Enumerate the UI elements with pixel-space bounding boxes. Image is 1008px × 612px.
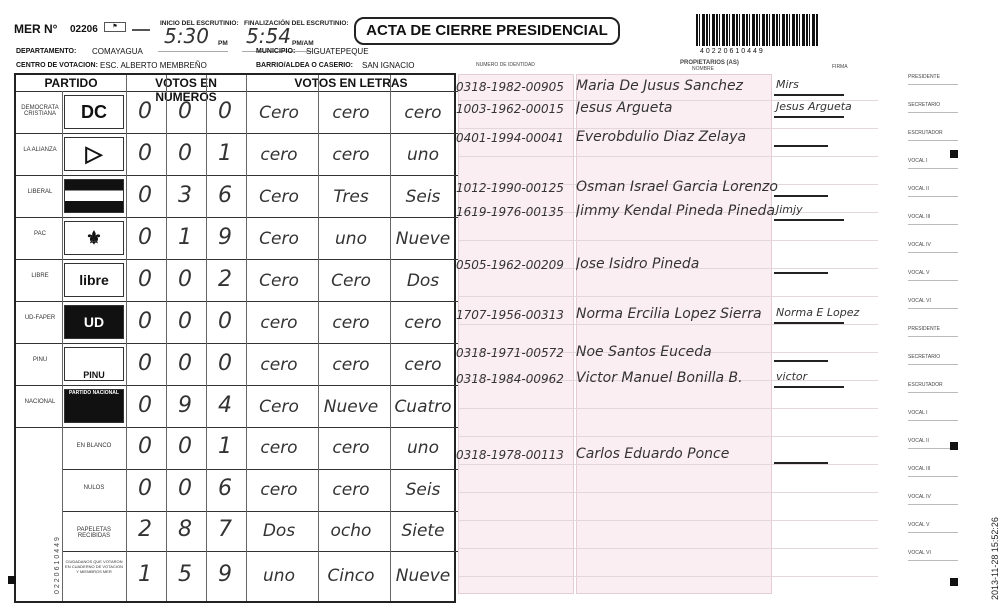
role-label: VOCAL III <box>908 214 931 220</box>
total-word[interactable]: Siete <box>401 521 445 541</box>
party-logo-icon: ▷ <box>64 137 124 171</box>
member-id[interactable]: 0318-1984-00962 <box>456 372 564 386</box>
vote-word[interactable]: Nueve <box>323 397 379 417</box>
row-divider <box>16 301 458 302</box>
member-id[interactable]: 0401-1994-00041 <box>456 131 564 145</box>
total-digit[interactable]: 0 <box>138 476 152 501</box>
row-divider <box>16 175 458 176</box>
total-word[interactable]: Cinco <box>327 566 375 586</box>
vote-digit[interactable]: 0 <box>218 99 232 124</box>
col-propietarios-header: PROPIETARIOS (AS) <box>680 60 739 66</box>
member-line <box>458 576 878 577</box>
vote-digit[interactable]: 0 <box>218 309 232 334</box>
role-label: VOCAL III <box>908 466 931 472</box>
total-label: PAPELETAS RECIBIDAS <box>76 527 112 539</box>
member-name[interactable]: Maria De Jusus Sanchez <box>576 78 743 94</box>
member-line <box>458 464 878 465</box>
party-name: PAC <box>34 231 46 237</box>
vote-digit[interactable]: 0 <box>218 351 232 376</box>
timestamp-stamp: 2013-11-28 15:52:26 <box>990 517 1000 600</box>
inicio-suffix: PM <box>218 40 228 47</box>
role-line <box>908 420 958 421</box>
mer-number: 02206 <box>70 24 98 35</box>
centro-label: CENTRO DE VOTACION: <box>16 62 98 69</box>
vote-digit[interactable]: 3 <box>178 183 192 208</box>
vote-digit[interactable]: 0 <box>138 183 152 208</box>
col-firma-header: FIRMA <box>832 64 848 70</box>
role-label: SECRETARIO <box>908 102 941 108</box>
member-name[interactable]: Noe Santos Euceda <box>576 344 712 360</box>
member-line <box>458 156 878 157</box>
party-name: UD-FAPER <box>24 315 56 321</box>
vote-word[interactable]: Cero <box>259 229 299 249</box>
member-signature[interactable] <box>774 442 828 464</box>
emblem-icon <box>132 24 150 31</box>
col-divider <box>62 91 63 427</box>
member-line <box>458 436 878 437</box>
role-line <box>908 224 958 225</box>
total-label: CIUDADANOS QUE VOTARON EN CUADERNO DE VOTACION Y MIEMBROS MER <box>65 559 123 574</box>
total-word[interactable]: Seis <box>405 480 441 500</box>
barrio-label: BARRIO/ALDEA O CASERIO: <box>256 62 353 69</box>
col-nombre-header: NOMBRE <box>692 66 714 72</box>
role-label: VOCAL I <box>908 158 928 164</box>
role-label: VOCAL I <box>908 410 928 416</box>
vote-digit[interactable]: 6 <box>218 183 232 208</box>
col-partido-header: PARTIDO <box>44 76 98 90</box>
final-label: FINALIZACIÓN DEL ESCRUTINIO: <box>244 20 349 27</box>
total-word[interactable]: cero <box>260 438 298 458</box>
vote-digit[interactable]: 0 <box>138 99 152 124</box>
role-label: VOCAL II <box>908 438 929 444</box>
vote-word[interactable]: cero <box>260 145 298 165</box>
vote-word[interactable]: Cero <box>259 397 299 417</box>
vote-digit[interactable]: 0 <box>138 141 152 166</box>
party-logo-icon: ⚜ <box>64 221 124 255</box>
role-label: VOCAL IV <box>908 494 931 500</box>
signature-text: Jesus Argueta <box>776 100 852 113</box>
role-line <box>908 112 958 113</box>
vote-word[interactable]: Cuatro <box>394 397 452 417</box>
total-digit[interactable]: 6 <box>218 476 232 501</box>
party-name: NACIONAL <box>24 399 56 405</box>
vote-word[interactable]: cero <box>332 355 370 375</box>
centro-value: ESC. ALBERTO MEMBREÑO <box>100 61 207 70</box>
col-divider <box>318 75 319 601</box>
party-name: PINU <box>32 357 48 363</box>
total-digit[interactable]: 2 <box>138 517 152 542</box>
inicio-label: INICIO DEL ESCRUTINIO: <box>160 20 239 27</box>
member-id[interactable]: 1619-1976-00135 <box>456 205 564 219</box>
member-name[interactable]: Everobdulio Diaz Zelaya <box>576 129 747 145</box>
name-column <box>576 74 772 594</box>
role-label: ESCRUTADOR <box>908 130 943 136</box>
final-time: 5:54 <box>246 24 291 48</box>
member-id[interactable]: 0318-1982-00905 <box>456 80 564 94</box>
registration-mark <box>950 442 958 450</box>
vote-digit[interactable]: 0 <box>138 393 152 418</box>
signature-text: Mirs <box>776 78 799 91</box>
member-line <box>458 492 878 493</box>
vote-word[interactable]: Nueve <box>395 229 451 249</box>
member-line <box>458 548 878 549</box>
vote-digit[interactable]: 2 <box>218 267 232 292</box>
mer-label: MER N° <box>14 22 58 36</box>
total-digit[interactable]: 1 <box>138 562 152 587</box>
signature-text: victor <box>776 370 808 383</box>
role-line <box>908 168 958 169</box>
party-name: LIBRE <box>31 273 49 279</box>
role-label: ESCRUTADOR <box>908 382 943 388</box>
role-label: SECRETARIO <box>908 354 941 360</box>
party-logo-icon: DC <box>64 95 124 129</box>
vote-word[interactable]: uno <box>335 229 367 249</box>
role-line <box>908 280 958 281</box>
party-logo-icon <box>64 179 124 213</box>
vote-word[interactable]: cero <box>332 145 370 165</box>
member-signature[interactable] <box>774 340 828 362</box>
role-line <box>908 84 958 85</box>
id-column <box>458 74 574 594</box>
votes-table <box>14 73 456 603</box>
vote-digit[interactable]: 0 <box>138 225 152 250</box>
role-label: VOCAL VI <box>908 298 931 304</box>
role-label: VOCAL VI <box>908 550 931 556</box>
vote-word[interactable]: Cero <box>259 103 299 123</box>
role-label: PRESIDENTE <box>908 74 940 80</box>
barcode-icon <box>696 14 818 46</box>
row-divider <box>62 551 458 552</box>
member-name[interactable]: Osman Israel Garcia Lorenzo <box>576 179 778 195</box>
party-name: LIBERAL <box>27 189 53 195</box>
row-divider <box>62 511 458 512</box>
vote-digit[interactable]: 0 <box>138 309 152 334</box>
col-divider <box>126 75 127 601</box>
vote-word[interactable]: Cero <box>259 187 299 207</box>
vote-digit[interactable]: 1 <box>178 225 192 250</box>
member-id[interactable]: 1707-1956-00313 <box>456 308 564 322</box>
row-divider <box>16 133 458 134</box>
row-divider <box>16 385 458 386</box>
total-word[interactable]: uno <box>407 438 439 458</box>
vote-digit[interactable]: 0 <box>138 351 152 376</box>
member-id[interactable]: 1012-1990-00125 <box>456 181 564 195</box>
vote-digit[interactable]: 9 <box>218 225 232 250</box>
total-word[interactable]: cero <box>332 480 370 500</box>
document-title: ACTA DE CIERRE PRESIDENCIAL <box>354 17 620 45</box>
vote-word[interactable]: cero <box>404 313 442 333</box>
col-numeros-header: VOTOS EN NUMEROS <box>155 76 217 104</box>
vote-word[interactable]: cero <box>404 103 442 123</box>
vote-digit[interactable]: 0 <box>178 99 192 124</box>
vote-digit[interactable]: 0 <box>138 267 152 292</box>
vote-word[interactable]: cero <box>332 103 370 123</box>
role-line <box>908 364 958 365</box>
total-word[interactable]: ocho <box>330 521 372 541</box>
role-line <box>908 308 958 309</box>
municipio-value: SIGUATEPEQUE <box>306 47 369 56</box>
registration-mark <box>8 576 16 584</box>
vote-digit[interactable]: 0 <box>178 351 192 376</box>
party-name: DEMOCRATA CRISTIANA <box>21 105 59 117</box>
role-line <box>908 392 958 393</box>
role-label: PRESIDENTE <box>908 326 940 332</box>
member-line <box>458 520 878 521</box>
col-divider <box>246 75 247 601</box>
role-line <box>908 532 958 533</box>
member-line <box>458 296 878 297</box>
member-id[interactable]: 0318-1978-00113 <box>456 448 564 462</box>
member-name[interactable]: Jose Isidro Pineda <box>576 256 700 272</box>
member-id[interactable]: 0318-1971-00572 <box>456 346 564 360</box>
vote-word[interactable]: uno <box>407 145 439 165</box>
col-divider <box>390 75 391 601</box>
party-logo-icon: libre <box>64 263 124 297</box>
total-digit[interactable]: 0 <box>138 434 152 459</box>
vote-digit[interactable]: 4 <box>218 393 232 418</box>
role-label: VOCAL V <box>908 522 930 528</box>
tse-logo-icon: ⚑ <box>104 22 126 32</box>
member-id[interactable]: 0505-1962-00209 <box>456 258 564 272</box>
role-line <box>908 252 958 253</box>
total-label: EN BLANCO <box>76 443 112 449</box>
row-divider <box>16 259 458 260</box>
role-line <box>908 196 958 197</box>
inicio-time: 5:30 <box>164 24 209 48</box>
role-line <box>908 476 958 477</box>
row-divider <box>16 343 458 344</box>
total-digit[interactable]: 8 <box>178 517 192 542</box>
total-word[interactable]: Nueve <box>395 566 451 586</box>
total-digit[interactable]: 7 <box>218 517 232 542</box>
vote-word[interactable]: cero <box>260 355 298 375</box>
total-word[interactable]: Dos <box>262 521 296 541</box>
vote-word[interactable]: Seis <box>405 187 441 207</box>
member-line <box>458 408 878 409</box>
barrio-value: SAN IGNACIO <box>362 61 415 70</box>
member-name[interactable]: Norma Ercilia Lopez Sierra <box>576 306 762 322</box>
header-divider <box>16 91 458 92</box>
role-line <box>908 504 958 505</box>
total-word[interactable]: cero <box>260 480 298 500</box>
member-signature[interactable] <box>774 252 828 274</box>
vote-word[interactable]: Tres <box>333 187 369 207</box>
role-line <box>908 336 958 337</box>
col-divider <box>62 427 63 601</box>
member-name[interactable]: Victor Manuel Bonilla B. <box>576 370 743 386</box>
member-signature[interactable] <box>774 175 828 197</box>
barcode-number: 40220610449 <box>700 48 765 55</box>
member-signature[interactable] <box>774 125 828 147</box>
member-name[interactable]: Jesus Argueta <box>576 100 673 116</box>
total-digit[interactable]: 9 <box>218 562 232 587</box>
total-label: NULOS <box>83 485 105 491</box>
vote-word[interactable]: Cero <box>259 271 299 291</box>
member-name[interactable]: Carlos Eduardo Ponce <box>576 446 730 462</box>
member-line <box>458 240 878 241</box>
vote-word[interactable]: Dos <box>406 271 440 291</box>
vote-digit[interactable]: 0 <box>178 267 192 292</box>
row-divider <box>16 427 458 428</box>
side-code: 0220610449 <box>54 535 61 594</box>
col-letras-header: VOTOS EN LETRAS <box>294 76 408 90</box>
vote-word[interactable]: Cero <box>331 271 371 291</box>
departamento-label: DEPARTAMENTO: <box>16 48 77 55</box>
municipio-label: MUNICIPIO: <box>256 48 296 55</box>
party-logo-icon: UD <box>64 305 124 339</box>
party-name: LA ALIANZA <box>23 147 57 153</box>
row-divider <box>16 217 458 218</box>
col-numero-header: NUMERO DE IDENTIDAD <box>476 62 535 68</box>
role-label: VOCAL II <box>908 186 929 192</box>
signature-text: Jimjy <box>776 203 803 216</box>
total-digit[interactable]: 0 <box>178 434 192 459</box>
vote-digit[interactable]: 0 <box>178 309 192 334</box>
total-word[interactable]: cero <box>332 438 370 458</box>
role-line <box>908 140 958 141</box>
vote-word[interactable]: cero <box>260 313 298 333</box>
total-digit[interactable]: 5 <box>178 562 192 587</box>
party-logo-icon: PARTIDO NACIONAL <box>64 389 124 423</box>
departamento-value: COMAYAGUA <box>92 47 143 56</box>
member-id[interactable]: 1003-1962-00015 <box>456 102 564 116</box>
members-section <box>456 60 996 605</box>
total-digit[interactable]: 0 <box>178 476 192 501</box>
col-divider <box>206 75 207 601</box>
registration-mark <box>950 578 958 586</box>
role-line <box>908 560 958 561</box>
final-suffix: PM/AM <box>292 40 314 47</box>
signature-text: Norma E Lopez <box>776 306 860 319</box>
vote-digit[interactable]: 1 <box>218 141 232 166</box>
role-label: VOCAL V <box>908 270 930 276</box>
total-digit[interactable]: 1 <box>218 434 232 459</box>
member-name[interactable]: Jimmy Kendal Pineda Pineda <box>576 203 776 219</box>
vote-word[interactable]: cero <box>332 313 370 333</box>
party-logo-icon: PINU <box>64 347 124 381</box>
member-line <box>458 324 878 325</box>
vote-digit[interactable]: 0 <box>178 141 192 166</box>
registration-mark <box>950 150 958 158</box>
total-word[interactable]: uno <box>263 566 295 586</box>
vote-word[interactable]: cero <box>404 355 442 375</box>
col-divider <box>166 75 167 601</box>
row-divider <box>62 469 458 470</box>
vote-digit[interactable]: 9 <box>178 393 192 418</box>
role-label: VOCAL IV <box>908 242 931 248</box>
